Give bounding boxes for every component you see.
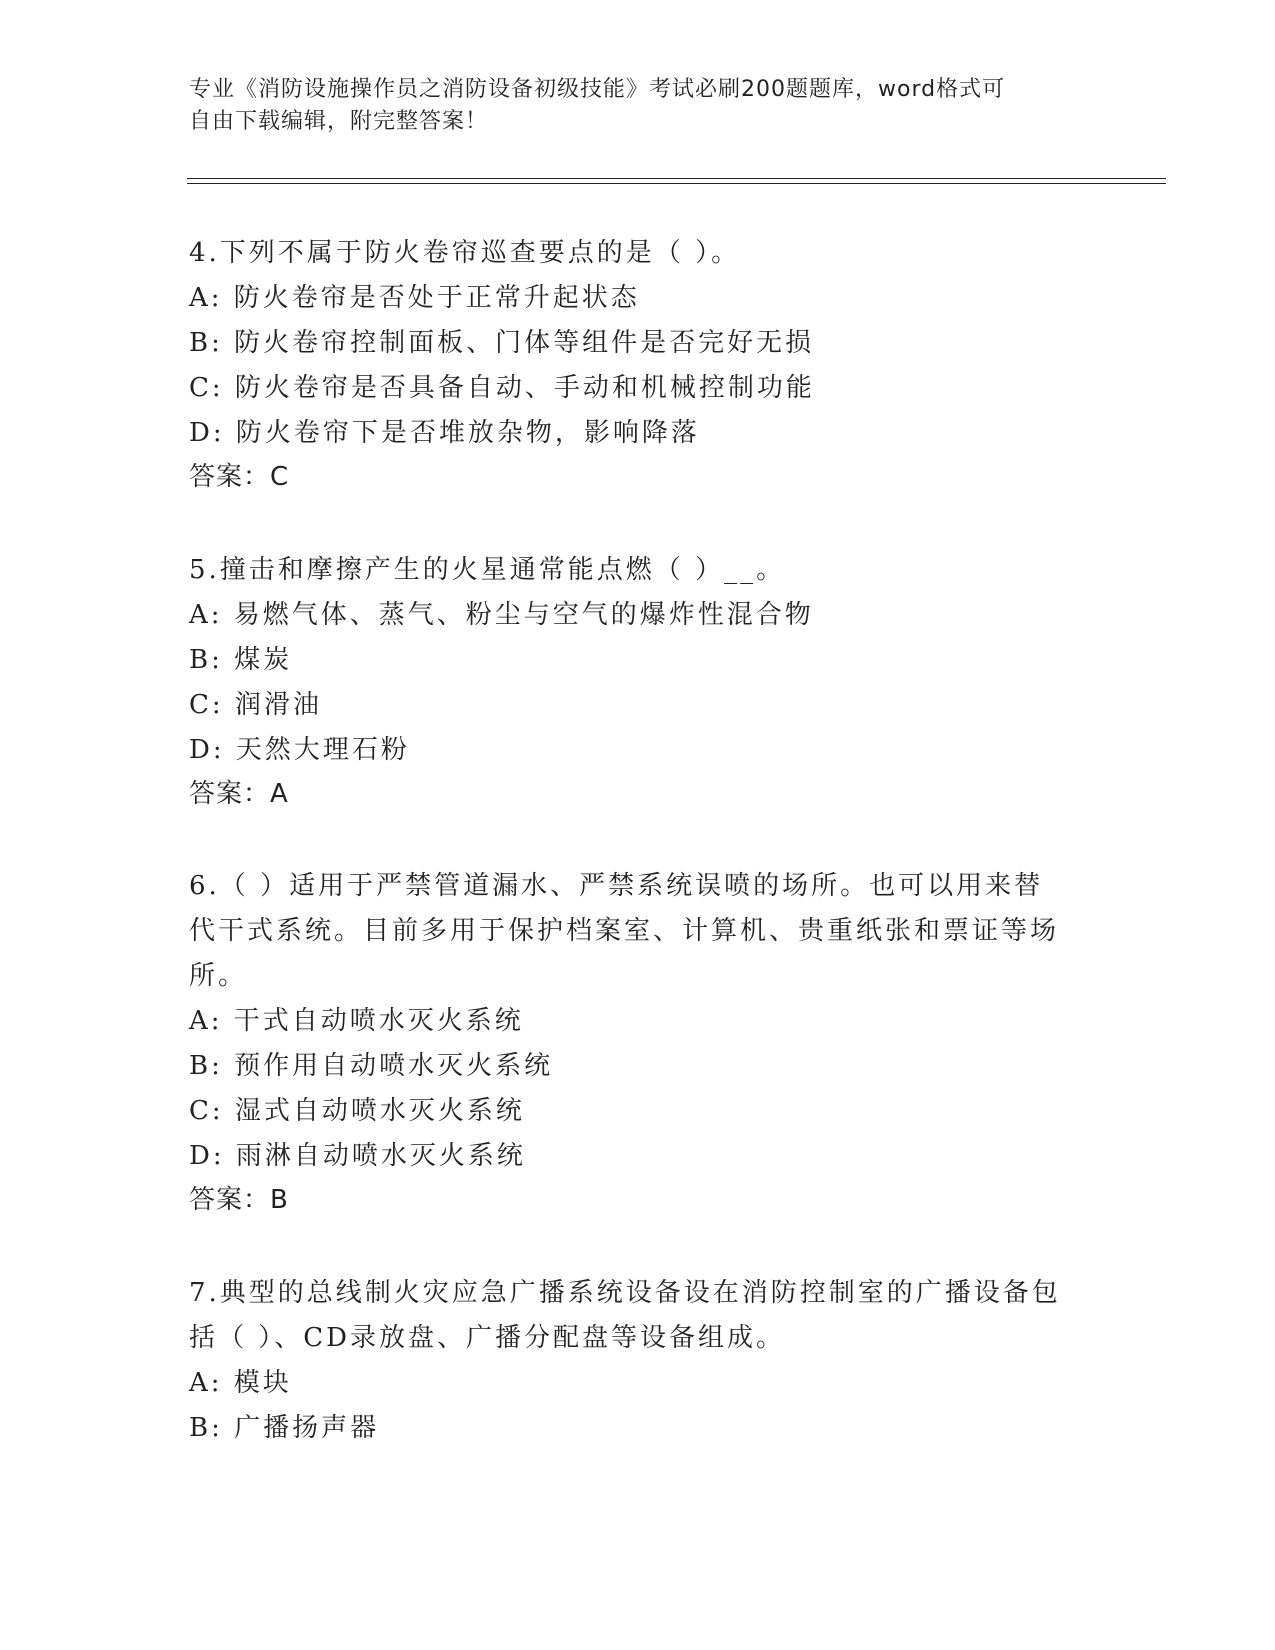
question-6-option-b: B: 预作用自动喷水灭火系统 — [189, 1051, 554, 1081]
question-7-stem-line-2: 括（ ）、CD录放盘、广播分配盘等设备组成。 — [189, 1323, 786, 1353]
question-6-option-a: A: 干式自动喷水灭火系统 — [189, 1006, 524, 1036]
header-line-1: 专业《消防设施操作员之消防设备初级技能》考试必刷200题题库，word格式可 — [189, 77, 1006, 102]
header-divider-top — [187, 178, 1166, 179]
question-7-option-a: A: 模块 — [189, 1368, 292, 1398]
question-4-option-a: A: 防火卷帘是否处于正常升起状态 — [189, 283, 640, 313]
question-5-answer: 答案：A — [189, 779, 289, 809]
question-4-option-c: C: 防火卷帘是否具备自动、手动和机械控制功能 — [189, 373, 815, 403]
question-5-option-b: B: 煤炭 — [189, 645, 293, 675]
header-line-2: 自由下载编辑，附完整答案！ — [189, 109, 489, 134]
question-5-option-d: D: 天然大理石粉 — [189, 735, 410, 765]
question-6-stem-line-2: 代干式系统。目前多用于保护档案室、计算机、贵重纸张和票证等场 — [189, 916, 1060, 946]
question-6-answer: 答案：B — [189, 1185, 289, 1215]
question-4-option-d: D: 防火卷帘下是否堆放杂物，影响降落 — [189, 418, 700, 448]
question-6-stem-line-1: 6.（ ）适用于严禁管道漏水、严禁系统误喷的场所。也可以用来替 — [189, 871, 1044, 901]
question-7-stem-line-1: 7.典型的总线制火灾应急广播系统设备设在消防控制室的广播设备包 — [189, 1278, 1061, 1308]
question-6-option-d: D: 雨淋自动喷水灭火系统 — [189, 1141, 526, 1171]
document-header — [189, 74, 1089, 138]
question-5-stem: 5.撞击和摩擦产生的火星通常能点燃（ ）__。 — [189, 555, 786, 585]
question-4-answer: 答案：C — [189, 462, 290, 492]
question-4-option-b: B: 防火卷帘控制面板、门体等组件是否完好无损 — [189, 328, 815, 358]
question-7-option-b: B: 广播扬声器 — [189, 1413, 380, 1443]
question-6-stem-line-3: 所。 — [189, 961, 248, 991]
question-5-option-c: C: 润滑油 — [189, 690, 322, 720]
header-divider-bottom — [187, 183, 1166, 184]
question-4-stem: 4.下列不属于防火卷帘巡查要点的是（ ）。 — [189, 238, 741, 268]
question-6-option-c: C: 湿式自动喷水灭火系统 — [189, 1096, 525, 1126]
question-5-option-a: A: 易燃气体、蒸气、粉尘与空气的爆炸性混合物 — [189, 600, 814, 630]
